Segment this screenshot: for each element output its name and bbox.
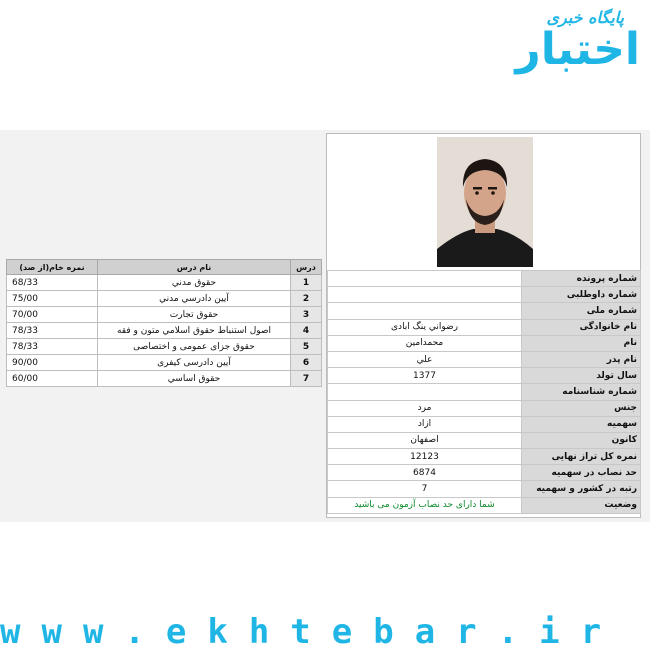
profile-card xyxy=(326,133,641,518)
grade-course-name: اصول استنباط حقوق اسلامي متون و فقه xyxy=(98,323,291,339)
profile-row xyxy=(328,449,641,465)
ekhtebar-logo[interactable] xyxy=(515,8,640,80)
profile-row-label: نام xyxy=(522,335,641,351)
profile-row-label: حد نصاب در سهمیه xyxy=(522,465,641,481)
profile-row-label: رتبه در کشور و سهمیه xyxy=(522,481,641,497)
profile-row-label: وضعیت xyxy=(522,497,641,513)
profile-row xyxy=(328,303,641,319)
profile-row xyxy=(328,384,641,400)
grades-header-row xyxy=(7,260,322,275)
profile-row-value: 6874 xyxy=(328,465,522,481)
grade-course-name: آيين دادرسي مدني xyxy=(98,291,291,307)
grade-number: 1 xyxy=(291,275,322,291)
grade-number: 2 xyxy=(291,291,322,307)
logo-subtitle: پایگاه خبری xyxy=(546,8,624,27)
profile-row-value: ازاد xyxy=(328,416,522,432)
profile-row-label: سهمیه xyxy=(522,416,641,432)
profile-row xyxy=(328,271,641,287)
grade-score: 78/33 xyxy=(7,323,98,339)
profile-row xyxy=(328,497,641,513)
profile-row-label: شماره داوطلبی xyxy=(522,287,641,303)
profile-row xyxy=(328,432,641,448)
grades-table xyxy=(6,259,322,387)
grade-score: 90/00 xyxy=(7,355,98,371)
profile-row-label: سال تولد xyxy=(522,368,641,384)
grade-row xyxy=(7,275,322,291)
profile-row-value xyxy=(328,271,522,287)
grade-number: 7 xyxy=(291,371,322,387)
grade-row xyxy=(7,371,322,387)
profile-row-value: 1377 xyxy=(328,368,522,384)
profile-info-table xyxy=(327,270,641,514)
profile-row xyxy=(328,400,641,416)
profile-row-value xyxy=(328,287,522,303)
profile-row-label: جنس xyxy=(522,400,641,416)
grade-number: 5 xyxy=(291,339,322,355)
profile-row-label: نام پدر xyxy=(522,351,641,367)
header-score: نمره خام(از صد) xyxy=(7,260,98,275)
profile-row-value xyxy=(328,303,522,319)
profile-row-label: نام خانوادگی xyxy=(522,319,641,335)
profile-row xyxy=(328,416,641,432)
grade-course-name: حقوق تجارت xyxy=(98,307,291,323)
grade-row xyxy=(7,291,322,307)
grade-row xyxy=(7,323,322,339)
status-text: شما دارای حد نصاب آزمون می باشید xyxy=(328,497,522,513)
profile-row-value: مرد xyxy=(328,400,522,416)
profile-row xyxy=(328,481,641,497)
logo-title: اختبار xyxy=(515,24,640,75)
grade-course-name: حقوق اساسي xyxy=(98,371,291,387)
grade-number: 3 xyxy=(291,307,322,323)
grade-course-name: حقوق جزای عمومی و اختصاصی xyxy=(98,339,291,355)
grade-score: 68/33 xyxy=(7,275,98,291)
profile-row-label: شماره ملی xyxy=(522,303,641,319)
profile-row-label: شماره شناسنامه xyxy=(522,384,641,400)
profile-row xyxy=(328,465,641,481)
profile-row-value: رضواني ينگ ابادی xyxy=(328,319,522,335)
grade-course-name: آيين دادرسی کيفری xyxy=(98,355,291,371)
profile-row-value: علي xyxy=(328,351,522,367)
grade-row xyxy=(7,339,322,355)
header-name: نام درس xyxy=(98,260,291,275)
profile-row xyxy=(328,351,641,367)
profile-row-value: محمدامين xyxy=(328,335,522,351)
candidate-photo xyxy=(437,137,533,267)
profile-row-value: 12123 xyxy=(328,449,522,465)
profile-row xyxy=(328,287,641,303)
profile-row xyxy=(328,368,641,384)
profile-row-value: اصفهان xyxy=(328,432,522,448)
grade-number: 6 xyxy=(291,355,322,371)
candidate-portrait-image xyxy=(437,137,533,267)
grade-score: 70/00 xyxy=(7,307,98,323)
profile-row-label: کانون xyxy=(522,432,641,448)
profile-row xyxy=(328,335,641,351)
grade-course-name: حقوق مدني xyxy=(98,275,291,291)
grade-score: 60/00 xyxy=(7,371,98,387)
grade-row xyxy=(7,307,322,323)
profile-row-label: نمره کل تراز نهایی xyxy=(522,449,641,465)
profile-row-value: 7 xyxy=(328,481,522,497)
profile-row-value xyxy=(328,384,522,400)
grade-score: 78/33 xyxy=(7,339,98,355)
profile-row xyxy=(328,319,641,335)
footer-url[interactable]: www.ekhtebar.ir xyxy=(0,614,623,650)
header-num: درس xyxy=(291,260,322,275)
profile-row-label: شماره پرونده xyxy=(522,271,641,287)
grade-score: 75/00 xyxy=(7,291,98,307)
grade-number: 4 xyxy=(291,323,322,339)
grade-row xyxy=(7,355,322,371)
